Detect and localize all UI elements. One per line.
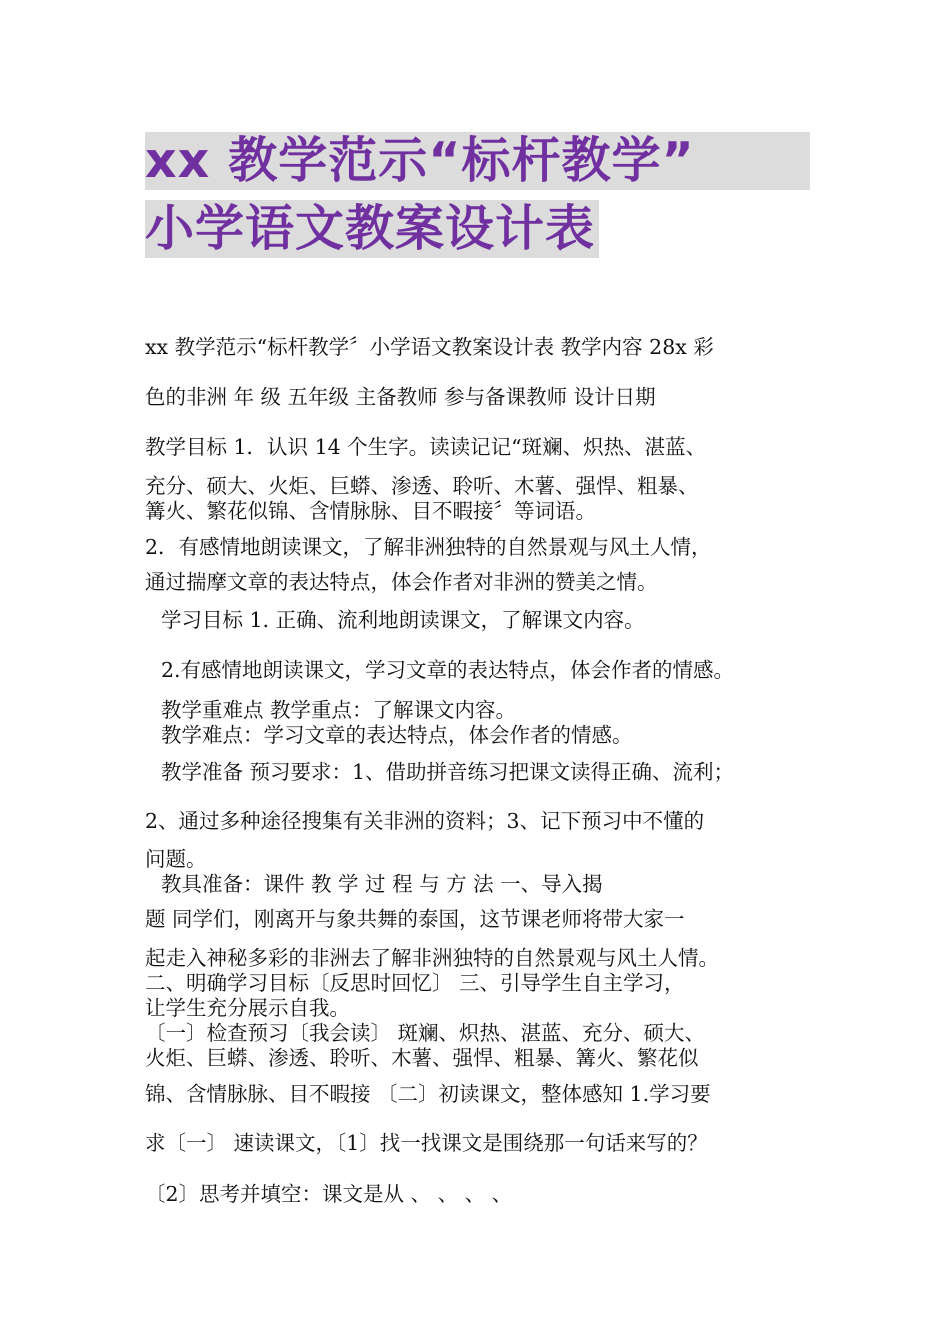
body-line: 〔2〕思考并填空：课文是从 、 、 、 、 [145, 1182, 513, 1206]
body-line: 火炬、巨蟒、渗透、聆听、木薯、强悍、粗暴、篝火、繁花似 [145, 1046, 699, 1070]
body-line: 2、通过多种途径搜集有关非洲的资料；3、记下预习中不懂的 [145, 809, 705, 833]
body-line: 教学目标 1．认识 14 个生字。读读记记“斑斓、炽热、湛蓝、 [145, 435, 707, 459]
body-line: 题 同学们，刚离开与象共舞的泰国，这节课老师将带大家一 [145, 907, 685, 931]
body-line: 起走入神秘多彩的非洲去了解非洲独特的自然景观与风土人情。 [145, 946, 719, 970]
body-line: 学习目标 1. 正确、流利地朗读课文，了解课文内容。 [161, 608, 645, 632]
body-line: 〔一〕检查预习〔我会读〕 斑斓、炽热、湛蓝、充分、硕大、 [145, 1021, 706, 1045]
body-line: 教学难点：学习文章的表达特点，体会作者的情感。 [161, 723, 633, 747]
body-line: 充分、硕大、火炬、巨蟒、渗透、聆听、木薯、强悍、粗暴、 [145, 474, 699, 498]
body-line: 色的非洲 年 级 五年级 主备教师 参与备课教师 设计日期 [145, 385, 656, 409]
document-title [145, 132, 810, 258]
body-line: 教学准备 预习要求：1、借助拼音练习把课文读得正确、流利； [161, 760, 735, 784]
body-line: 篝火、繁花似锦、含情脉脉、目不暇接〞等词语。 [145, 499, 596, 523]
body-line: 通过揣摩文章的表达特点，体会作者对非洲的赞美之情。 [145, 570, 658, 594]
title-line-2: 小学语文教案设计表 [145, 200, 599, 258]
body-line: 二、明确学习目标〔反思时回忆〕 三、引导学生自主学习， [145, 971, 685, 995]
body-line: 教具准备：课件 教 学 过 程 与 方 法 一、导入揭 [161, 872, 603, 896]
body-line: 让学生充分展示自我。 [145, 996, 350, 1020]
body-line: 教学重难点 教学重点：了解课文内容。 [161, 698, 517, 722]
body-line: 2．有感情地朗读课文，了解非洲独特的自然景观与风土人情， [145, 535, 712, 559]
body-line: 2.有感情地朗读课文，学习文章的表达特点，体会作者的情感。 [161, 658, 735, 682]
body-line: 问题。 [145, 847, 207, 871]
body-line: 求〔一〕 速读课文，〔1〕找一找课文是围绕那一句话来写的？ [145, 1131, 708, 1155]
title-line-1: xx 教学范示“标杆教学” [145, 132, 810, 190]
body-line: xx 教学范示“标杆教学〞小学语文教案设计表 教学内容 28x 彩 [145, 335, 714, 359]
body-line: 锦、含情脉脉、目不暇接 〔二〕初读课文，整体感知 1.学习要 [145, 1082, 711, 1106]
